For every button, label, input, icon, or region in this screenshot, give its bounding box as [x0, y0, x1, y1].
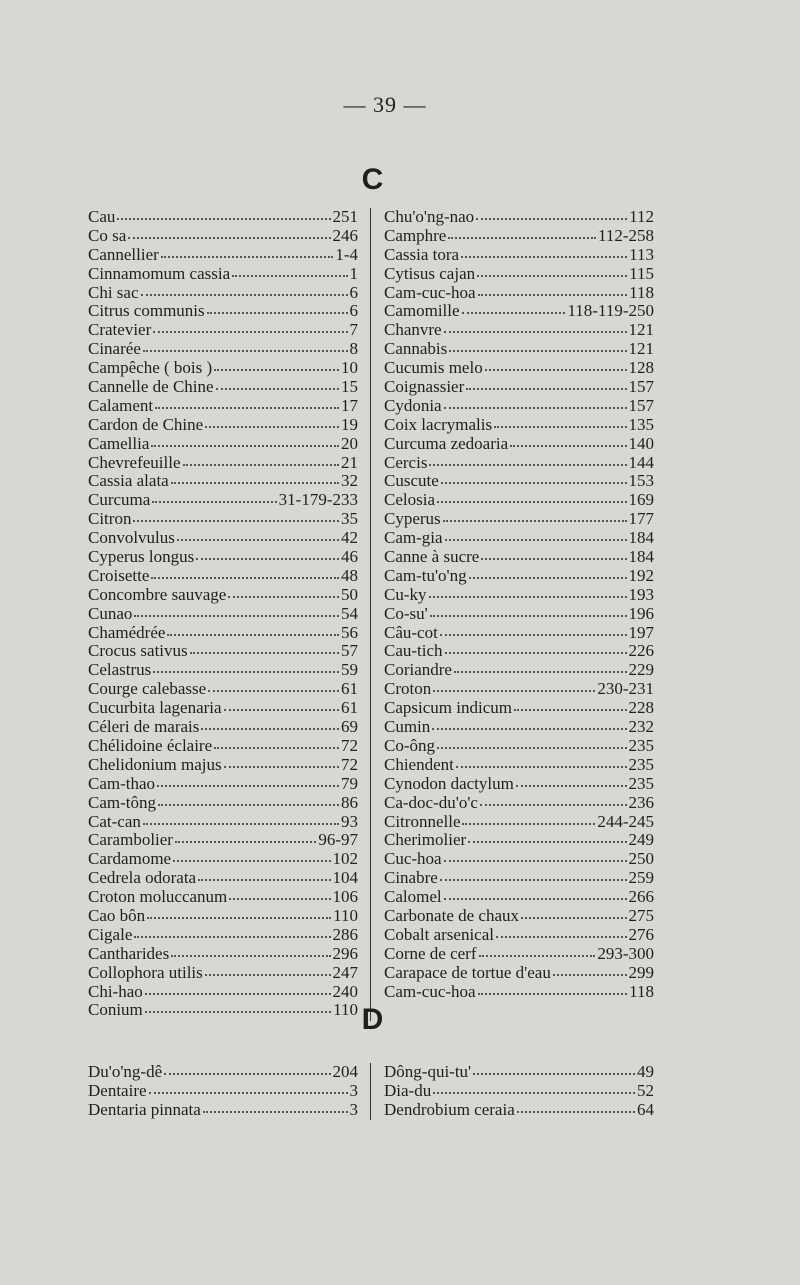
section-letter-d: D [361, 1003, 384, 1036]
dot-leader [228, 584, 339, 598]
entry-name: Camellia [88, 433, 150, 453]
entry-name: Dendrobium ceraia [384, 1099, 515, 1119]
entry-page: 104 [332, 868, 358, 888]
dot-leader [456, 754, 627, 768]
entry-name: Cinabre [384, 868, 438, 888]
dot-leader [462, 300, 566, 314]
entry-name: Coix lacrymalis [384, 414, 493, 434]
entry-page: 17 [341, 395, 358, 415]
dot-leader [205, 962, 331, 976]
dot-leader [494, 414, 626, 428]
entry-name: Chanvre [384, 320, 442, 340]
entry-page: 196 [628, 603, 654, 623]
dot-leader [521, 905, 627, 919]
entry-page: 61 [341, 698, 358, 718]
entry-page: 8 [349, 339, 358, 359]
dot-leader [198, 867, 330, 881]
entry-page: 110 [333, 905, 358, 925]
dot-leader [466, 376, 626, 390]
entry-name: Cinarée [88, 339, 141, 359]
entry-name: Cuscute [384, 471, 439, 491]
entry-page: 153 [628, 471, 654, 491]
entry-name: Curcuma zedoaria [384, 433, 509, 453]
dot-leader [432, 716, 626, 730]
entry-name: Cardamome [88, 849, 172, 869]
dot-leader [128, 225, 330, 239]
entry-name: Curcuma [88, 490, 151, 510]
entry-page: 42 [341, 528, 358, 548]
entry-page: 72 [341, 754, 358, 774]
entry-name: Cyperus [384, 509, 441, 529]
entry-page: 193 [628, 584, 654, 604]
entry-name: Dentaire [88, 1080, 147, 1100]
entry-name: Cat-can [88, 811, 141, 831]
entry-name: Cannabis [384, 339, 448, 359]
entry-name: Cantharides [88, 943, 170, 963]
entry-page: 56 [341, 622, 358, 642]
entry-name: Cu-ky [384, 584, 427, 604]
dot-leader [164, 1061, 330, 1075]
entry-page: 235 [628, 735, 654, 755]
entry-name: Cam-thao [88, 773, 156, 793]
entry-page: 69 [341, 717, 358, 737]
dot-leader [208, 678, 339, 692]
entry-name: Co sa [88, 225, 127, 245]
dot-leader [224, 697, 339, 711]
entry-page: 266 [628, 887, 654, 907]
dot-leader [478, 282, 628, 296]
entry-name: Celosia [384, 490, 435, 510]
entry-name: Citrus communis [88, 301, 205, 321]
dot-leader [205, 414, 339, 428]
entry-name: Chamédrée [88, 622, 166, 642]
entry-page: 54 [341, 603, 358, 623]
entry-page: 15 [341, 377, 358, 397]
entry-page: 246 [332, 225, 358, 245]
entry-name: Chi-hao [88, 981, 143, 1001]
entry-page: 177 [628, 509, 654, 529]
dot-leader [443, 508, 627, 522]
entry-name: Capsicum indicum [384, 698, 512, 718]
entry-name: Cam-gia [384, 528, 443, 548]
dot-leader [477, 263, 627, 277]
entry-page: 46 [341, 547, 358, 567]
entry-page: 3 [349, 1080, 358, 1100]
index-column-right [384, 1063, 654, 1120]
entry-page: 31-179-233 [278, 490, 358, 510]
dot-leader [553, 962, 627, 976]
entry-name: Céleri de marais [88, 717, 200, 737]
dot-leader [134, 603, 339, 617]
entry-name: Cardon de Chine [88, 414, 204, 434]
dot-leader [201, 716, 339, 730]
entry-page: 49 [637, 1062, 654, 1081]
dot-leader [173, 848, 330, 862]
entry-name: Camphre [384, 225, 447, 245]
entry-name: Cam-tông [88, 792, 156, 812]
dot-leader [468, 829, 626, 843]
dot-leader [155, 395, 339, 409]
entry-page: 112-258 [597, 225, 654, 245]
entry-name: Cydonia [384, 395, 442, 415]
dot-leader [229, 886, 330, 900]
dot-leader [207, 300, 348, 314]
entry-page: 296 [332, 943, 358, 963]
entry-name: Cigale [88, 924, 133, 944]
entry-page: 6 [349, 282, 358, 302]
entry-name: Cucurbita lagenaria [88, 698, 222, 718]
dot-leader [224, 754, 339, 768]
column-divider [370, 208, 371, 1021]
entry-name: Cam-tu'o'ng [384, 565, 467, 585]
dot-leader [433, 678, 595, 692]
entry-page: 6 [349, 301, 358, 321]
dot-leader [444, 886, 627, 900]
entry-page: 93 [341, 811, 358, 831]
entry-name: Dông-qui-tu' [384, 1062, 472, 1081]
entry-name: Cau [88, 207, 116, 226]
entry-page: 244-245 [597, 811, 654, 831]
dot-leader [473, 1061, 635, 1075]
entry-name: Cytisus cajan [384, 263, 476, 283]
dot-leader [216, 376, 339, 390]
entry-name: Cannelle de Chine [88, 377, 214, 397]
index-column-right [384, 208, 654, 1001]
entry-name: Cao bôn [88, 905, 146, 925]
entry-page: 204 [332, 1062, 358, 1081]
dot-leader [510, 433, 626, 447]
entry-name: Cannellier [88, 244, 159, 264]
entry-page: 112 [629, 207, 654, 226]
dot-leader [158, 792, 339, 806]
entry-name: Cherimolier [384, 830, 467, 850]
dot-leader [214, 735, 339, 749]
dot-leader [516, 773, 627, 787]
entry-page: 235 [628, 754, 654, 774]
entry-name: Chélidoine éclaire [88, 735, 213, 755]
entry-name: Dia-du [384, 1080, 432, 1100]
page-number: — 39 — [343, 92, 427, 117]
entry-page: 144 [628, 452, 654, 472]
dot-leader [479, 943, 596, 957]
entry-page: 286 [332, 924, 358, 944]
entry-name: Concombre sauvage [88, 584, 227, 604]
entry-name: Carbonate de chaux [384, 905, 519, 925]
dot-leader [448, 225, 596, 239]
dot-leader [440, 622, 627, 636]
entry-name: Calament [88, 395, 154, 415]
entry-name: Cynodon dactylum [384, 773, 514, 793]
dot-leader [153, 659, 339, 673]
dot-leader [517, 1099, 635, 1113]
entry-name: Citron [88, 509, 132, 529]
entry-page: 113 [629, 244, 654, 264]
entry-name: Collophora utilis [88, 962, 203, 982]
entry-page: 48 [341, 565, 358, 585]
entry-page: 128 [628, 358, 654, 378]
entry-name: Chi sac [88, 282, 139, 302]
entry-name: Cassia alata [88, 471, 169, 491]
section-letter-c: C [361, 163, 384, 196]
dot-leader [152, 489, 276, 503]
entry-name: Co-su' [384, 603, 428, 623]
dot-leader [149, 1080, 348, 1094]
entry-page: 230-231 [597, 679, 654, 699]
dot-leader [157, 773, 339, 787]
index-entry [384, 1101, 654, 1120]
entry-name: Cassia tora [384, 244, 460, 264]
entry-name: Conium [88, 1000, 143, 1020]
dot-leader [441, 470, 627, 484]
dot-leader [183, 452, 339, 466]
dot-leader [196, 546, 339, 560]
dot-leader [476, 206, 627, 220]
dot-leader [151, 433, 339, 447]
entry-name: Cuc-hoa [384, 849, 442, 869]
entry-name: Cinnamomum cassia [88, 263, 231, 283]
dot-leader [145, 981, 331, 995]
dot-leader [134, 924, 330, 938]
entry-page: 276 [628, 924, 654, 944]
entry-name: Cratevier [88, 320, 152, 340]
entry-name: Co-ông [384, 735, 435, 755]
index-column-left [88, 208, 358, 1020]
entry-page: 50 [341, 584, 358, 604]
dot-leader [143, 811, 339, 825]
entry-name: Coriandre [384, 660, 452, 680]
entry-page: 240 [332, 981, 358, 1001]
column-divider [370, 1063, 371, 1120]
dot-leader [133, 508, 339, 522]
dot-leader [147, 905, 331, 919]
entry-page: 169 [628, 490, 654, 510]
entry-name: Crocus sativus [88, 641, 188, 661]
entry-page: 1 [349, 263, 358, 283]
entry-page: 247 [332, 962, 358, 982]
dot-leader [485, 357, 627, 371]
entry-name: Carambolier [88, 830, 173, 850]
entry-page: 121 [628, 320, 654, 340]
entry-name: Camomille [384, 301, 460, 321]
entry-page: 118 [629, 282, 654, 302]
entry-name: Courge calebasse [88, 679, 207, 699]
dot-leader [171, 943, 330, 957]
index-column-left [88, 1063, 358, 1120]
entry-page: 118 [629, 981, 654, 1001]
entry-page: 52 [637, 1080, 654, 1100]
entry-name: Convolvulus [88, 528, 175, 548]
dot-leader [177, 527, 339, 541]
index-entry [384, 983, 654, 1002]
entry-page: 20 [341, 433, 358, 453]
entry-name: Coignassier [384, 377, 465, 397]
entry-page: 135 [628, 414, 654, 434]
entry-page: 1-4 [335, 244, 358, 264]
entry-page: 115 [629, 263, 654, 283]
entry-name: Dentaria pinnata [88, 1099, 201, 1119]
dot-leader [469, 565, 627, 579]
entry-page: 35 [341, 509, 358, 529]
entry-page: 19 [341, 414, 358, 434]
entry-page: 197 [628, 622, 654, 642]
dot-leader [444, 319, 627, 333]
dot-leader [203, 1099, 348, 1113]
entry-page: 61 [341, 679, 358, 699]
entry-name: Ca-doc-du'o'c [384, 792, 478, 812]
entry-name: Cam-cuc-hoa [384, 981, 476, 1001]
dot-leader [143, 338, 348, 352]
entry-page: 226 [628, 641, 654, 661]
entry-page: 275 [628, 905, 654, 925]
entry-name: Cau-tich [384, 641, 443, 661]
entry-page: 96-97 [318, 830, 358, 850]
entry-name: Chevrefeuille [88, 452, 181, 472]
dot-leader [232, 263, 347, 277]
entry-name: Corne de cerf [384, 943, 477, 963]
entry-page: 157 [628, 377, 654, 397]
entry-name: Calomel [384, 887, 442, 907]
dot-leader [433, 1080, 635, 1094]
entry-name: Chu'o'ng-nao [384, 207, 475, 226]
entry-name: Croton [384, 679, 432, 699]
dot-leader [153, 319, 347, 333]
entry-name: Câu-cot [384, 622, 438, 642]
dot-leader [454, 659, 627, 673]
dot-leader [462, 811, 595, 825]
entry-page: 72 [341, 735, 358, 755]
entry-page: 235 [628, 773, 654, 793]
dot-leader [445, 527, 627, 541]
entry-name: Canne à sucre [384, 547, 480, 567]
dot-leader [190, 640, 339, 654]
entry-page: 110 [333, 1000, 358, 1020]
entry-name: Cedrela odorata [88, 868, 197, 888]
dot-leader [444, 848, 627, 862]
entry-page: 64 [637, 1099, 654, 1119]
entry-page: 228 [628, 698, 654, 718]
dot-leader [496, 924, 627, 938]
entry-page: 21 [341, 452, 358, 472]
dot-leader [440, 867, 627, 881]
entry-name: Celastrus [88, 660, 152, 680]
dot-leader [429, 584, 627, 598]
dot-leader [444, 395, 627, 409]
dot-leader [151, 565, 339, 579]
entry-page: 118-119-250 [567, 301, 654, 321]
dot-leader [437, 735, 627, 749]
entry-name: Cucumis melo [384, 358, 483, 378]
entry-page: 259 [628, 868, 654, 888]
entry-name: Du'o'ng-dê [88, 1062, 163, 1081]
entry-name: Croisette [88, 565, 150, 585]
entry-page: 57 [341, 641, 358, 661]
entry-page: 249 [628, 830, 654, 850]
dot-leader [461, 244, 627, 258]
entry-name: Carapace de tortue d'eau [384, 962, 551, 982]
dot-leader [480, 792, 627, 806]
entry-page: 184 [628, 547, 654, 567]
dot-leader [449, 338, 626, 352]
entry-name: Croton moluccanum [88, 887, 228, 907]
entry-page: 250 [628, 849, 654, 869]
dot-leader [429, 452, 626, 466]
entry-page: 7 [349, 320, 358, 340]
entry-page: 106 [332, 887, 358, 907]
dot-leader [141, 282, 348, 296]
dot-leader [481, 546, 626, 560]
entry-page: 299 [628, 962, 654, 982]
entry-page: 102 [332, 849, 358, 869]
entry-page: 121 [628, 339, 654, 359]
dot-leader [171, 470, 339, 484]
entry-page: 293-300 [597, 943, 654, 963]
entry-page: 32 [341, 471, 358, 491]
entry-name: Cobalt arsenical [384, 924, 494, 944]
dot-leader [437, 489, 627, 503]
entry-page: 79 [341, 773, 358, 793]
dot-leader [478, 981, 628, 995]
dot-leader [214, 357, 339, 371]
entry-page: 184 [628, 528, 654, 548]
entry-name: Cam-cuc-hoa [384, 282, 476, 302]
entry-page: 140 [628, 433, 654, 453]
entry-page: 229 [628, 660, 654, 680]
entry-page: 59 [341, 660, 358, 680]
dot-leader [175, 829, 316, 843]
entry-page: 157 [628, 395, 654, 415]
entry-page: 3 [349, 1099, 358, 1119]
entry-page: 251 [332, 207, 358, 226]
entry-name: Campêche ( bois ) [88, 358, 213, 378]
entry-page: 10 [341, 358, 358, 378]
entry-name: Cyperus longus [88, 547, 195, 567]
entry-name: Cercis [384, 452, 428, 472]
entry-name: Chiendent [384, 754, 454, 774]
entry-page: 192 [628, 565, 654, 585]
index-entry [88, 1101, 358, 1120]
entry-name: Citronnelle [384, 811, 461, 831]
dot-leader [445, 640, 627, 654]
entry-name: Chelidonium majus [88, 754, 222, 774]
entry-page: 236 [628, 792, 654, 812]
dot-leader [430, 603, 627, 617]
dot-leader [167, 622, 339, 636]
entry-page: 232 [628, 717, 654, 737]
dot-leader [161, 244, 334, 258]
entry-name: Cumin [384, 717, 431, 737]
dot-leader [117, 206, 330, 220]
dot-leader [514, 697, 627, 711]
entry-name: Cunao [88, 603, 133, 623]
entry-page: 86 [341, 792, 358, 812]
